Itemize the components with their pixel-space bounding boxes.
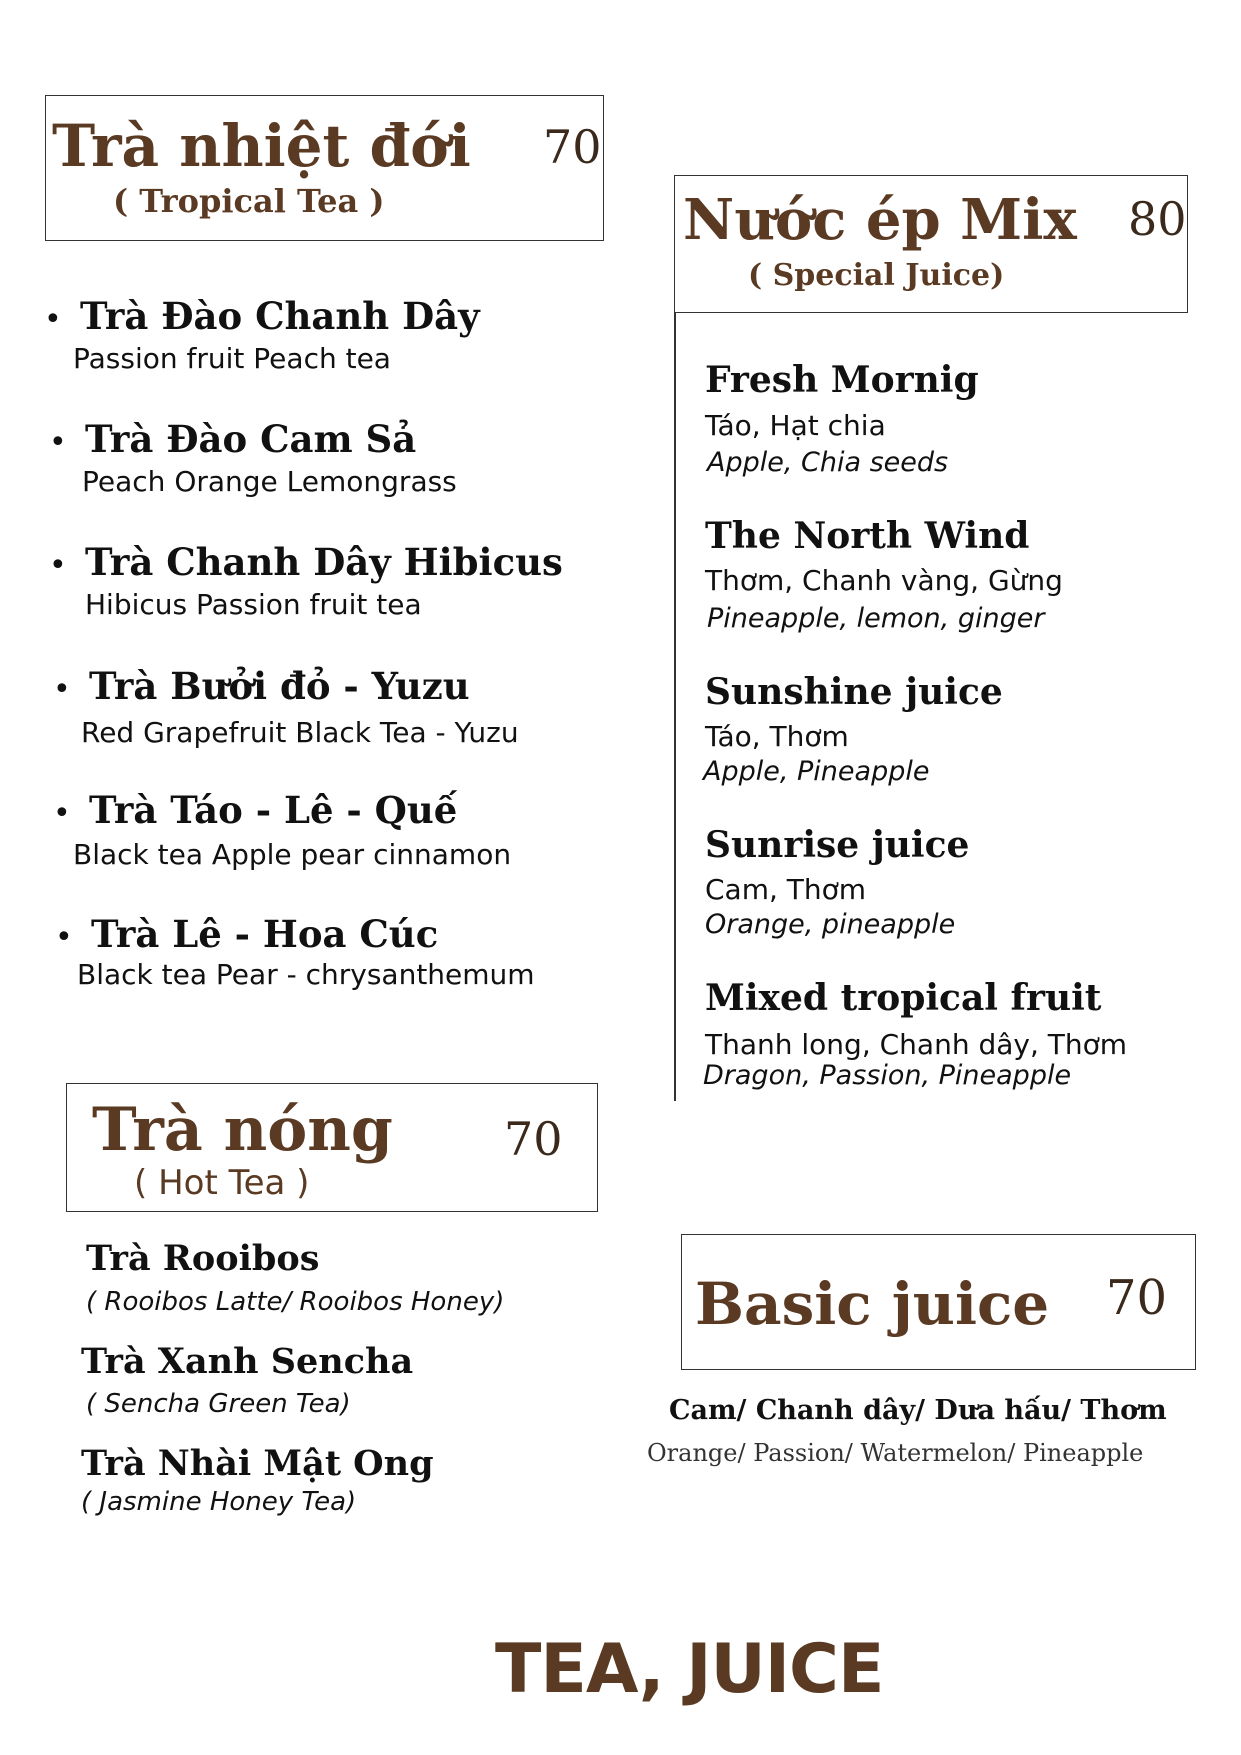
mix-item-name: Sunrise juice xyxy=(705,824,970,866)
hot-tea-item-name: Trà Xanh Sencha xyxy=(81,1341,414,1382)
hot-tea-subtitle: ( Hot Tea ) xyxy=(134,1163,310,1203)
mix-item-en: Dragon, Passion, Pineapple xyxy=(703,1060,1072,1091)
tropical-item-name: Trà Đào Cam Sả xyxy=(85,417,417,461)
tropical-item-name: Trà Chanh Dây Hibicus xyxy=(85,540,563,584)
hot-tea-price: 70 xyxy=(504,1112,563,1166)
tropical-item-desc: Peach Orange Lemongrass xyxy=(82,465,457,498)
tropical-tea-subtitle: ( Tropical Tea ) xyxy=(113,182,385,220)
mix-item-name: The North Wind xyxy=(705,515,1030,557)
hot-tea-item-name: Trà Rooibos xyxy=(86,1238,320,1279)
bullet-icon: • xyxy=(53,796,71,831)
bullet-icon: • xyxy=(55,920,73,955)
bullet-icon: • xyxy=(49,425,67,460)
mix-item-vi: Thanh long, Chanh dây, Thơm xyxy=(705,1028,1128,1061)
mix-item-name: Sunshine juice xyxy=(705,671,1003,713)
mix-item-vi: Táo, Hạt chia xyxy=(705,409,886,442)
mix-item-name: Fresh Mornig xyxy=(705,359,979,401)
mix-juice-title: Nước ép Mix xyxy=(683,187,1077,253)
basic-juice-price: 70 xyxy=(1106,1270,1168,1326)
tropical-item-desc: Black tea Pear - chrysanthemum xyxy=(77,958,535,991)
tropical-item-desc: Red Grapefruit Black Tea - Yuzu xyxy=(81,716,519,749)
tropical-item-name: Trà Đào Chanh Dây xyxy=(80,294,480,338)
footer-title: TEA, JUICE xyxy=(495,1630,884,1709)
hot-tea-title: Trà nóng xyxy=(92,1095,393,1165)
tropical-item-desc: Passion fruit Peach tea xyxy=(73,342,391,375)
hot-tea-item-desc: ( Jasmine Honey Tea) xyxy=(81,1487,357,1517)
tropical-item-name: Trà Táo - Lê - Quế xyxy=(89,788,458,832)
mix-item-vi: Thơm, Chanh vàng, Gừng xyxy=(705,564,1063,597)
mix-item-vi: Táo, Thơm xyxy=(705,720,849,753)
bullet-icon: • xyxy=(49,548,67,583)
bullet-icon: • xyxy=(53,672,71,707)
basic-juice-title: Basic juice xyxy=(695,1270,1050,1338)
tropical-item-desc: Black tea Apple pear cinnamon xyxy=(73,838,512,871)
mix-item-name: Mixed tropical fruit xyxy=(705,977,1102,1019)
mix-item-en: Apple, Chia seeds xyxy=(707,447,949,478)
basic-juice-vi: Cam/ Chanh dây/ Dưa hấu/ Thơm xyxy=(669,1395,1167,1426)
mix-item-en: Apple, Pineapple xyxy=(703,756,930,787)
mix-juice-divider xyxy=(674,313,676,1101)
mix-item-vi: Cam, Thơm xyxy=(705,873,867,906)
mix-juice-price: 80 xyxy=(1128,192,1187,246)
basic-juice-en: Orange/ Passion/ Watermelon/ Pineapple xyxy=(647,1439,1144,1467)
tropical-item-name: Trà Lê - Hoa Cúc xyxy=(91,912,439,956)
tropical-tea-price: 70 xyxy=(543,120,602,174)
mix-item-en: Orange, pineapple xyxy=(705,909,956,940)
mix-juice-subtitle: ( Special Juice) xyxy=(748,258,1005,293)
hot-tea-item-desc: ( Rooibos Latte/ Rooibos Honey) xyxy=(86,1287,505,1317)
tropical-item-desc: Hibicus Passion fruit tea xyxy=(85,588,422,621)
bullet-icon: • xyxy=(44,302,62,337)
hot-tea-item-name: Trà Nhài Mật Ong xyxy=(81,1443,434,1484)
tropical-tea-title: Trà nhiệt đới xyxy=(52,112,471,180)
tropical-item-name: Trà Bưởi đỏ - Yuzu xyxy=(89,664,470,708)
hot-tea-item-desc: ( Sencha Green Tea) xyxy=(86,1389,351,1419)
mix-item-en: Pineapple, lemon, ginger xyxy=(707,603,1045,634)
